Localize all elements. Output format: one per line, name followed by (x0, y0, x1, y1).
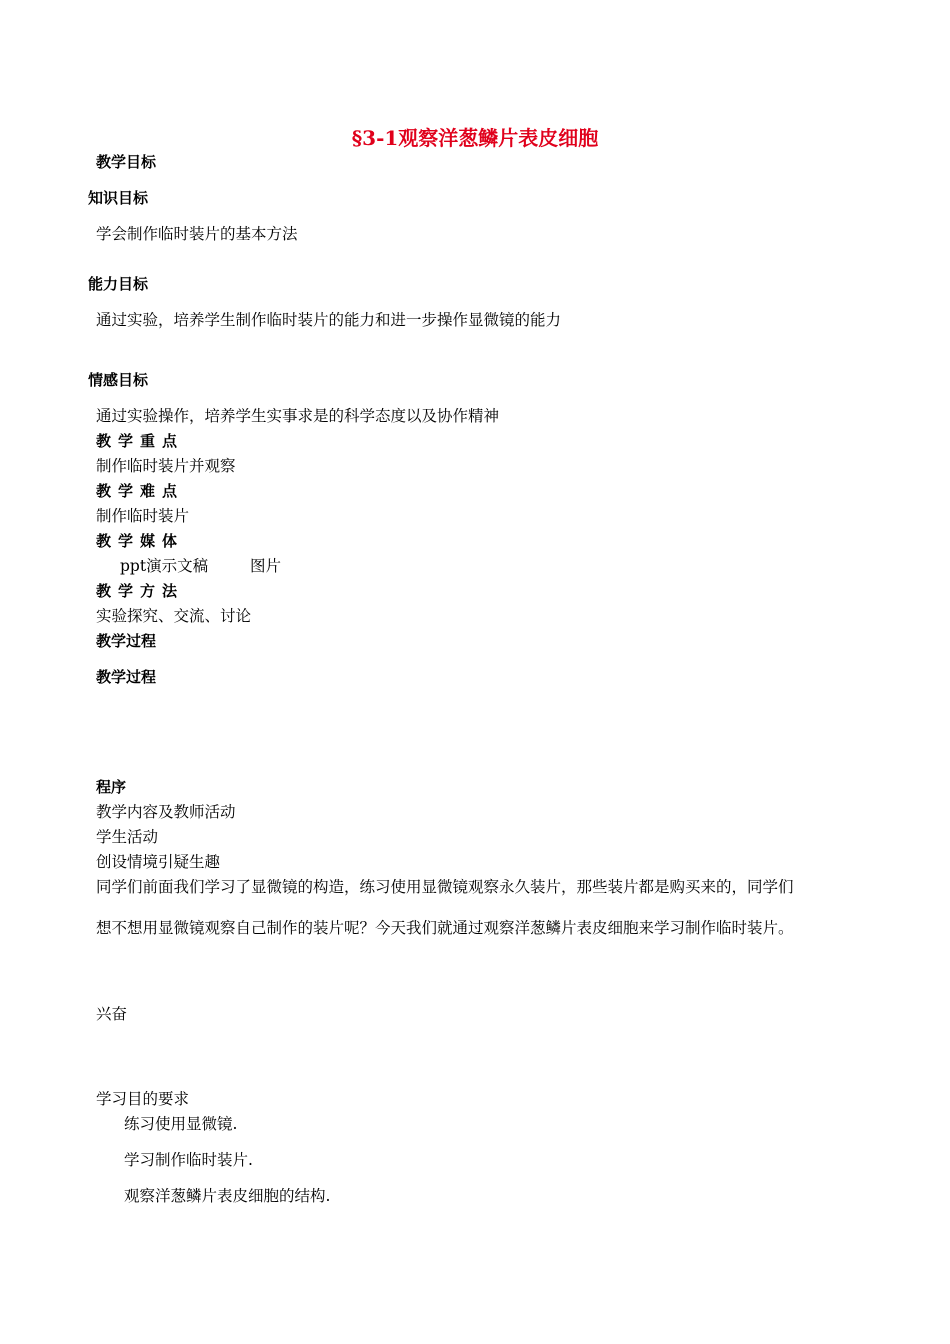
page-title: §3-1观察洋葱鳞片表皮细胞 (351, 126, 599, 150)
process-heading: 教学过程 (96, 632, 157, 650)
ability-objective-text: 通过实验，培养学生制作临时装片的能力和进一步操作显微镜的能力 (96, 311, 562, 329)
media-item-pictures: 图片 (250, 557, 282, 575)
knowledge-objective-text: 学会制作临时装片的基本方法 (96, 225, 298, 243)
media-item-ppt: ppt演示文稿 (120, 557, 209, 575)
step1-content-line1: 同学们前面我们学习了显微镜的构造，练习使用显微镜观察永久装片，那些装片都是购买来的，同学们 (96, 878, 794, 896)
emotion-objective-heading: 情感目标 (88, 371, 149, 389)
step1-content-line2: 想不想用显微镜观察自己制作的装片呢？今天我们就通过观察洋葱鳞片表皮细胞来学习制作临时装片。 (96, 919, 794, 937)
methods-heading: 教学方法 (96, 582, 185, 600)
methods-text: 实验探究、交流、讨论 (96, 607, 252, 625)
step2-item: 学习制作临时装片. (124, 1151, 253, 1169)
objectives-heading: 教学目标 (96, 153, 157, 171)
step1-student-activity: 兴奋 (96, 1005, 128, 1023)
difficulties-text: 制作临时装片 (96, 507, 190, 525)
key-points-text: 制作临时装片并观察 (96, 457, 236, 475)
emotion-objective-text: 通过实验操作，培养学生实事求是的科学态度以及协作精神 (96, 407, 500, 425)
student-activity-column-header: 学生活动 (96, 828, 159, 846)
step2-name: 学习目的要求 (96, 1090, 190, 1108)
difficulties-heading: 教学难点 (96, 482, 185, 500)
process-heading-repeat: 教学过程 (96, 668, 157, 686)
procedure-column-header: 程序 (96, 778, 127, 796)
step2-item: 练习使用显微镜. (124, 1115, 238, 1133)
ability-objective-heading: 能力目标 (88, 275, 149, 293)
step1-name: 创设情境引疑生趣 (96, 853, 221, 871)
media-heading: 教学媒体 (96, 532, 185, 550)
teacher-activity-column-header: 教学内容及教师活动 (96, 803, 236, 821)
step2-item: 观察洋葱鳞片表皮细胞的结构. (124, 1187, 331, 1205)
key-points-heading: 教学重点 (96, 432, 185, 450)
knowledge-objective-heading: 知识目标 (88, 189, 149, 207)
